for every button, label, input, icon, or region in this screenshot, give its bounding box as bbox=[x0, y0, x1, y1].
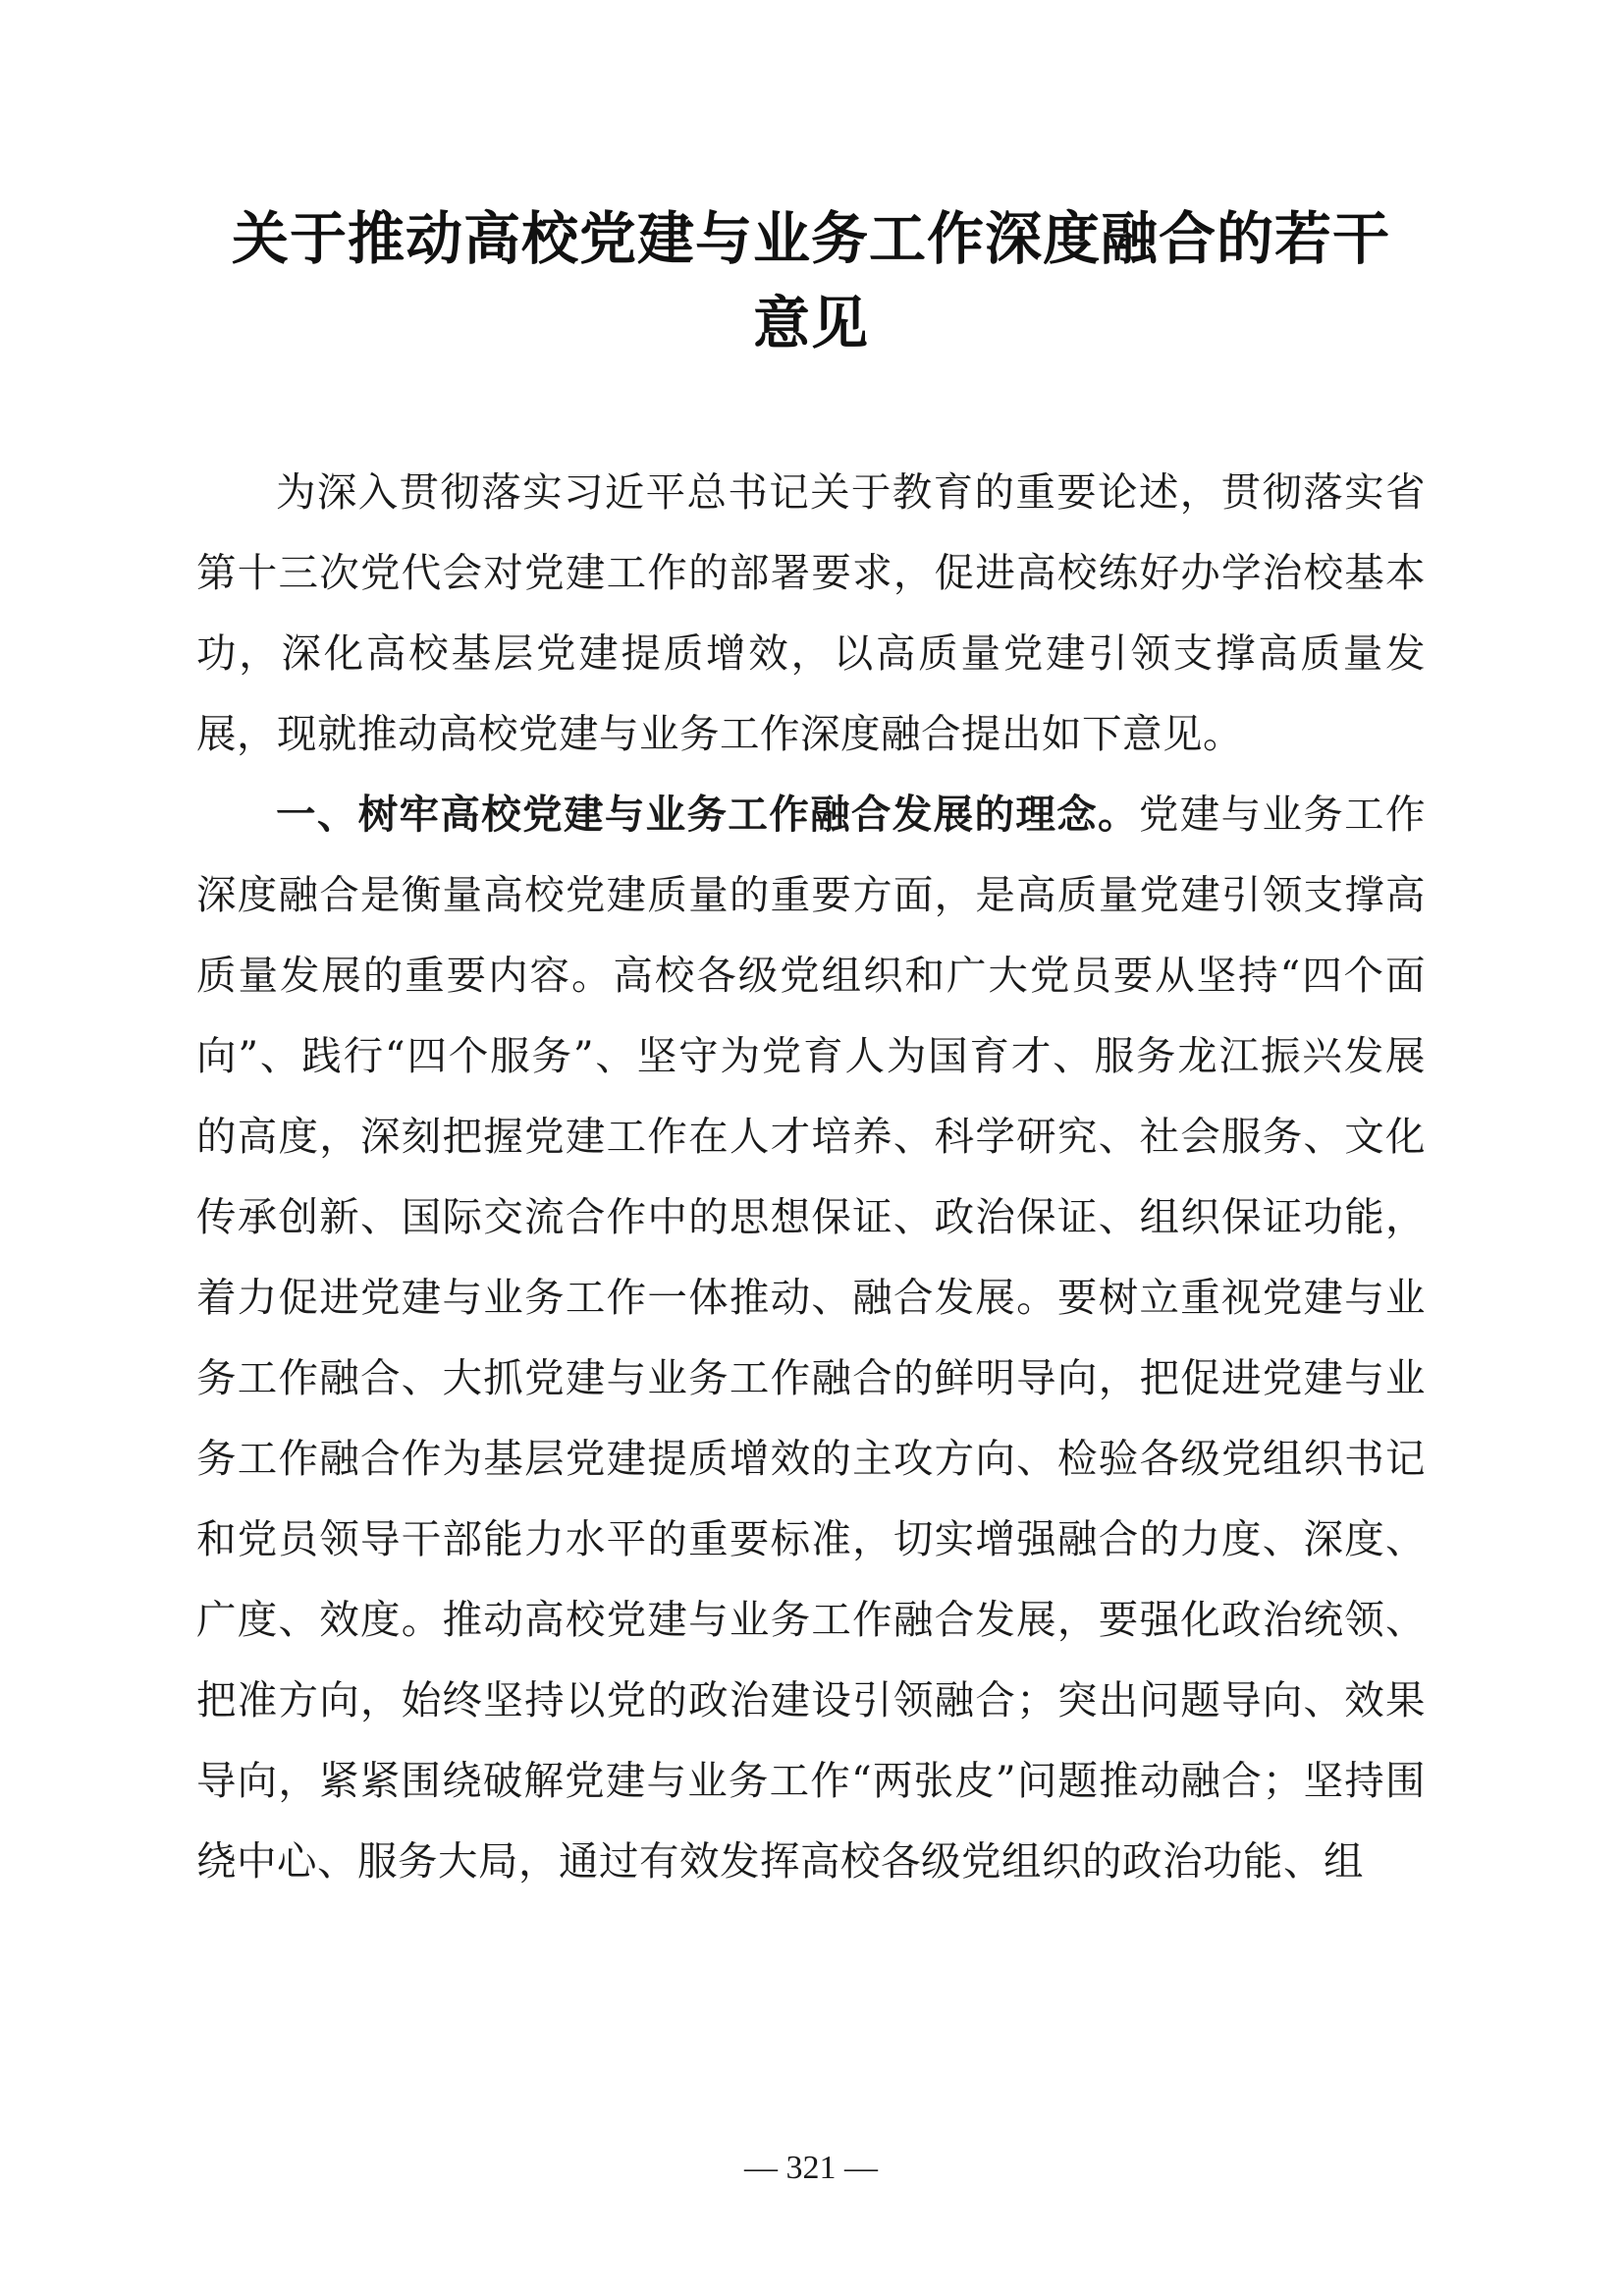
title-line-1: 关于推动高校党建与业务工作深度融合的若干 bbox=[231, 205, 1390, 272]
page-number: — 321 — bbox=[744, 2150, 878, 2186]
document-body bbox=[196, 452, 1426, 1901]
intro-paragraph: 为深入贯彻落实习近平总书记关于教育的重要论述，贯彻落实省第十三次党代会对党建工作的部署要求，促进高校练好办学治校基本功，深化高校基层党建提质增效，以高质量党建引领支撑高质量发展，现就推动高校党建与业务工作深度融合提出如下意见。 bbox=[196, 468, 1426, 757]
section-1-paragraph bbox=[196, 774, 1426, 1901]
document-title bbox=[167, 196, 1455, 365]
section-1-text: 党建与业务工作深度融合是衡量高校党建质量的重要方面，是高质量党建引领支撑高质量发展的重要内容。高校各级党组织和广大党员要从坚持“四个面向”、践行“四个服务”、坚守为党育人为国育才、服务龙江振兴发展的高度，深刻把握党建工作在人才培养、科学研究、社会服务、文化传承创新、国际交流合作中的思想保证、政治保证、组织保证功能，着力促进党建与业务工作一体推动、融合发展。要树立重视党建与业务工作融合、大抓党建与业务工作融合的鲜明导向，把促进党建与业务工作融合作为基层党建提质增效的主攻方向、检验各级党组织书记和党员领导干部能力水平的重要标准，切实增强融合的力度、深度、广度、效度。推动高校党建与业务工作融合发展，要强化政治统领、把准方向，始终坚持以党的政治建设引领融合；突出问题导向、效果导向，紧紧围绕破解党建与业务工作“两张皮”问题推动融合；坚持围绕中心、服务大局，通过有效发挥高校各级党组织的政治功能、组 bbox=[196, 791, 1427, 1885]
section-1-heading: 一、树牢高校党建与业务工作融合发展的理念。 bbox=[276, 791, 1139, 838]
title-line-2: 意见 bbox=[752, 290, 869, 356]
